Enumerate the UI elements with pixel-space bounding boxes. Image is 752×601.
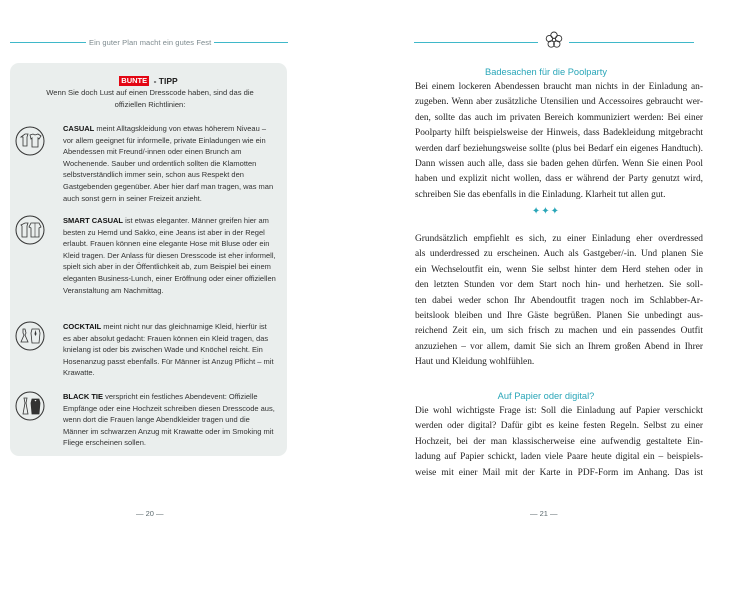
dresscode-entry-casual <box>63 123 276 204</box>
text-line: werden darf beziehungsweise sollte (plus bei Bedarf ein eigenes Handtuch). <box>415 143 703 154</box>
section-heading-poolparty: Badesachen für die Poolparty <box>485 67 607 77</box>
casual-clothes-icon <box>15 126 45 156</box>
dresscode-text: meint nicht nur das gleichnamige Kleid, hierfür ist es aber absolut gedacht: Frauen können ein Kleid tragen, das knielang ist oder bis zwischen Wade und Knöchel reicht. Ein Hosenanzug passt ebenfalls. Für Männer ist Anzug Pflicht – mit Krawatte. <box>63 322 274 378</box>
dresscode-term: SMART CASUAL <box>63 216 123 225</box>
text-line: haben und explizit nicht wollen, dass er während der Party genutzt wird, <box>415 174 703 185</box>
text-line: werden oder digital? Dafür gibt es keine festen Regeln. Selbst zu einer <box>415 421 703 432</box>
cocktail-clothes-icon <box>15 321 45 351</box>
text-line: ladung auf Papier schickt, laden viele Paare heute digital ein – beispiels- <box>415 452 703 463</box>
tip-intro: Wenn Sie doch Lust auf einen Dresscode haben, sind das die offiziellen Richtlinien: <box>46 88 254 109</box>
header-rule-left <box>414 42 538 43</box>
dresscode-entry-black-tie <box>63 391 276 449</box>
paragraph-poolparty <box>415 80 703 203</box>
text-line: anzuziehen – vor allem, damit Sie sich an Ihrem großen Abend in Ihrer <box>415 341 703 352</box>
text-line: beitslook bleiben und Ihre Gäste begrüßen. Planen Sie unbedingt aus- <box>415 310 703 321</box>
text-line: ten dabei weder schon Ihr Abendoutfit tragen noch im Schlabber-Ar- <box>415 295 703 306</box>
text-line: den letzten Stunden vor dem Start noch hin- und herhetzen. Sie soll- <box>415 280 703 291</box>
text-line: Haut und Kleidung wohlfühlen. <box>415 357 535 368</box>
running-title: Ein guter Plan macht ein gutes Fest <box>86 38 214 47</box>
paragraph-paper-digital <box>415 404 703 481</box>
text-line: Grundsätzlich empfiehlt es sich, zu einer Einladung eher overdressed <box>415 234 703 244</box>
text-line: den, sollte das auch im privaten Bereich kommuniziert werden: Bei einer <box>415 112 703 123</box>
page-number: — 21 — <box>530 509 558 518</box>
smart-casual-clothes-icon <box>15 215 45 245</box>
text-line: Hochzeit, bei der man klassischerweise eine aufwendig gestaltete Ein- <box>415 436 703 447</box>
dresscode-term: CASUAL <box>63 124 95 133</box>
text-line: Dann wissen auch alle, dass sie baden gehen dürfen. Wenn Sie einen Pool <box>415 158 703 169</box>
text-line: weise mit einer Mail mit der Karte in PDF-Form im Anhang. Das ist <box>415 467 703 478</box>
dresscode-entry-smart-casual <box>63 215 276 296</box>
dresscode-term: COCKTAIL <box>63 322 102 331</box>
text-line: Die wohl wichtigste Frage ist: Soll die Einladung auf Papier verschickt <box>415 406 703 416</box>
dresscode-entry-cocktail <box>63 321 276 379</box>
dresscode-text: verspricht ein festliches Abendevent: Offizielle Empfänge oder eine Hochzeit schreiben diesen Dresscode aus, wenn dort die Frauen lange Abendkleider tragen und die Männer im schwarzen Anzug mit Krawatte oder im Smoking mit Fliege erscheinen sollen. <box>63 392 275 448</box>
tip-heading <box>0 72 297 84</box>
header-rule-right <box>569 42 694 43</box>
tip-label: - TIPP <box>153 75 178 86</box>
dresscode-term: BLACK TIE <box>63 392 103 401</box>
dresscode-text: meint Alltagskleidung von etwas höherem Niveau – vor allem geeignet für informelle, private Einladungen wie ein Abendessen mit Freund/-innen oder einen Brunch am Wochenende. Sauber und ordentlich sollten die Klamotten selbstverständlich immer sein, schon aus Respekt den Gastgebenden gegenüber. Aber hier darf man tragen, was man auch sonst gern in seiner Freizeit anzieht. <box>63 124 274 203</box>
text-line: reichend Zeit ein, um sich frisch zu machen und ein passendes Outfit <box>415 326 703 337</box>
text-line: Poolparty hilft beispielsweise der Hinweis, dass Badekleidung mitgebracht <box>415 128 703 139</box>
dresscode-text: ist etwas eleganter. Männer greifen hier am besten zu Hemd und Sakko, eine Jeans ist aber in der Regel erlaubt. Frauen können eine elegante Hose mit Bluse oder ein Kleid tragen. Der Anlass für diesen Dresscode ist eher informell, spielt sich aber in der Öffentlichkeit ab, zum Beispiel bei einem eleganten Business-Lunch, einer Eröffnung oder einer offiziellen Veranstaltung am Nachmittag. <box>63 216 276 295</box>
black-tie-clothes-icon <box>15 391 45 421</box>
text-line: zugeben. Wenn aber zusätzliche Utensilien und Accessoires gebraucht wer- <box>415 97 703 108</box>
page-number: — 20 — <box>136 509 164 518</box>
text-line: Bei einem lockeren Abendessen braucht man nichts in der Einladung an- <box>415 82 703 92</box>
brand-logo: BUNTE <box>121 75 148 85</box>
section-heading-paper-digital: Auf Papier oder digital? <box>497 391 595 401</box>
paragraph-outfit <box>415 232 703 371</box>
text-line: ein Wechseloutfit ein, wenn Sie selbst hinter dem Herd stehen oder in <box>415 264 703 275</box>
flower-ornament-icon <box>544 30 564 50</box>
text-line: schreiben Sie das ebenfalls in die Einladung. Klarheit tut allen gut. <box>415 189 666 200</box>
section-separator: ✦✦✦ <box>531 206 561 217</box>
right-page <box>376 0 752 601</box>
text-line: als underdressed zu erscheinen. Auch als Gastgeber/-in. Und planen Sie <box>415 249 703 260</box>
